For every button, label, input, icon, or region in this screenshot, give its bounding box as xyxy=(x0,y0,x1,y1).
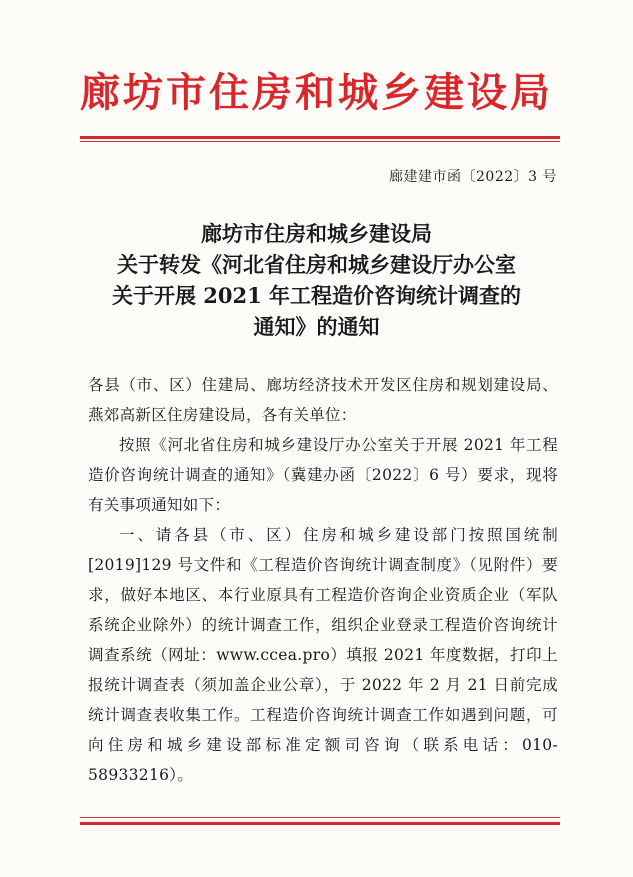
title-line: 关于开展 2021 年工程造价咨询统计调查的 xyxy=(111,283,522,308)
intro-paragraph: 按照《河北省住房和城乡建设厅办公室关于开展 2021 年工程造价咨询统计调查的通知》（冀建办函〔2022〕6 号）要求，现将有关事项通知如下： xyxy=(88,436,558,514)
item-one-paragraph: 一、请各县（市、区）住房和城乡建设部门按照国统制[2019]129 号文件和《工程造价咨询统计调查制度》（见附件）要求，做好本地区、本行业原具有工程造价咨询企业资质企业（军队系统企业除外）的统计调查工作，组织企业登录工程造价咨询统计调查系统（网址：www.ccea.pro）填报 2021 年度数据，打印上报统计调查表（须加盖企业公章），于 2022 年 2 月 21 日前完成统计调查表收集工作。工程造价咨询统计调查工作如遇到问题，可向住房和城乡建设部标准定额司咨询（联系电话：010-58933216）。 xyxy=(88,526,558,784)
letterhead-title: 廊坊市住房和城乡建设局 xyxy=(80,69,553,116)
title-line: 关于转发《河北省住房和城乡建设厅办公室 xyxy=(117,252,516,277)
footer-rule-thin xyxy=(80,817,560,818)
footer-rule-thick xyxy=(80,822,560,825)
letterhead-rule-thin xyxy=(80,141,560,142)
title-line: 廊坊市住房和城乡建设局 xyxy=(201,221,432,246)
document-number: 廊建建市函〔2022〕3 号 xyxy=(389,169,557,185)
salutation-paragraph: 各县（市、区）住建局、廊坊经济技术开发区住房和规划建设局、燕郊高新区住房建设局，各有关单位： xyxy=(88,376,558,424)
document-title xyxy=(60,218,573,342)
document-body xyxy=(88,370,558,790)
title-line: 通知》的通知 xyxy=(253,314,380,339)
letterhead-rule-thick xyxy=(80,136,560,139)
